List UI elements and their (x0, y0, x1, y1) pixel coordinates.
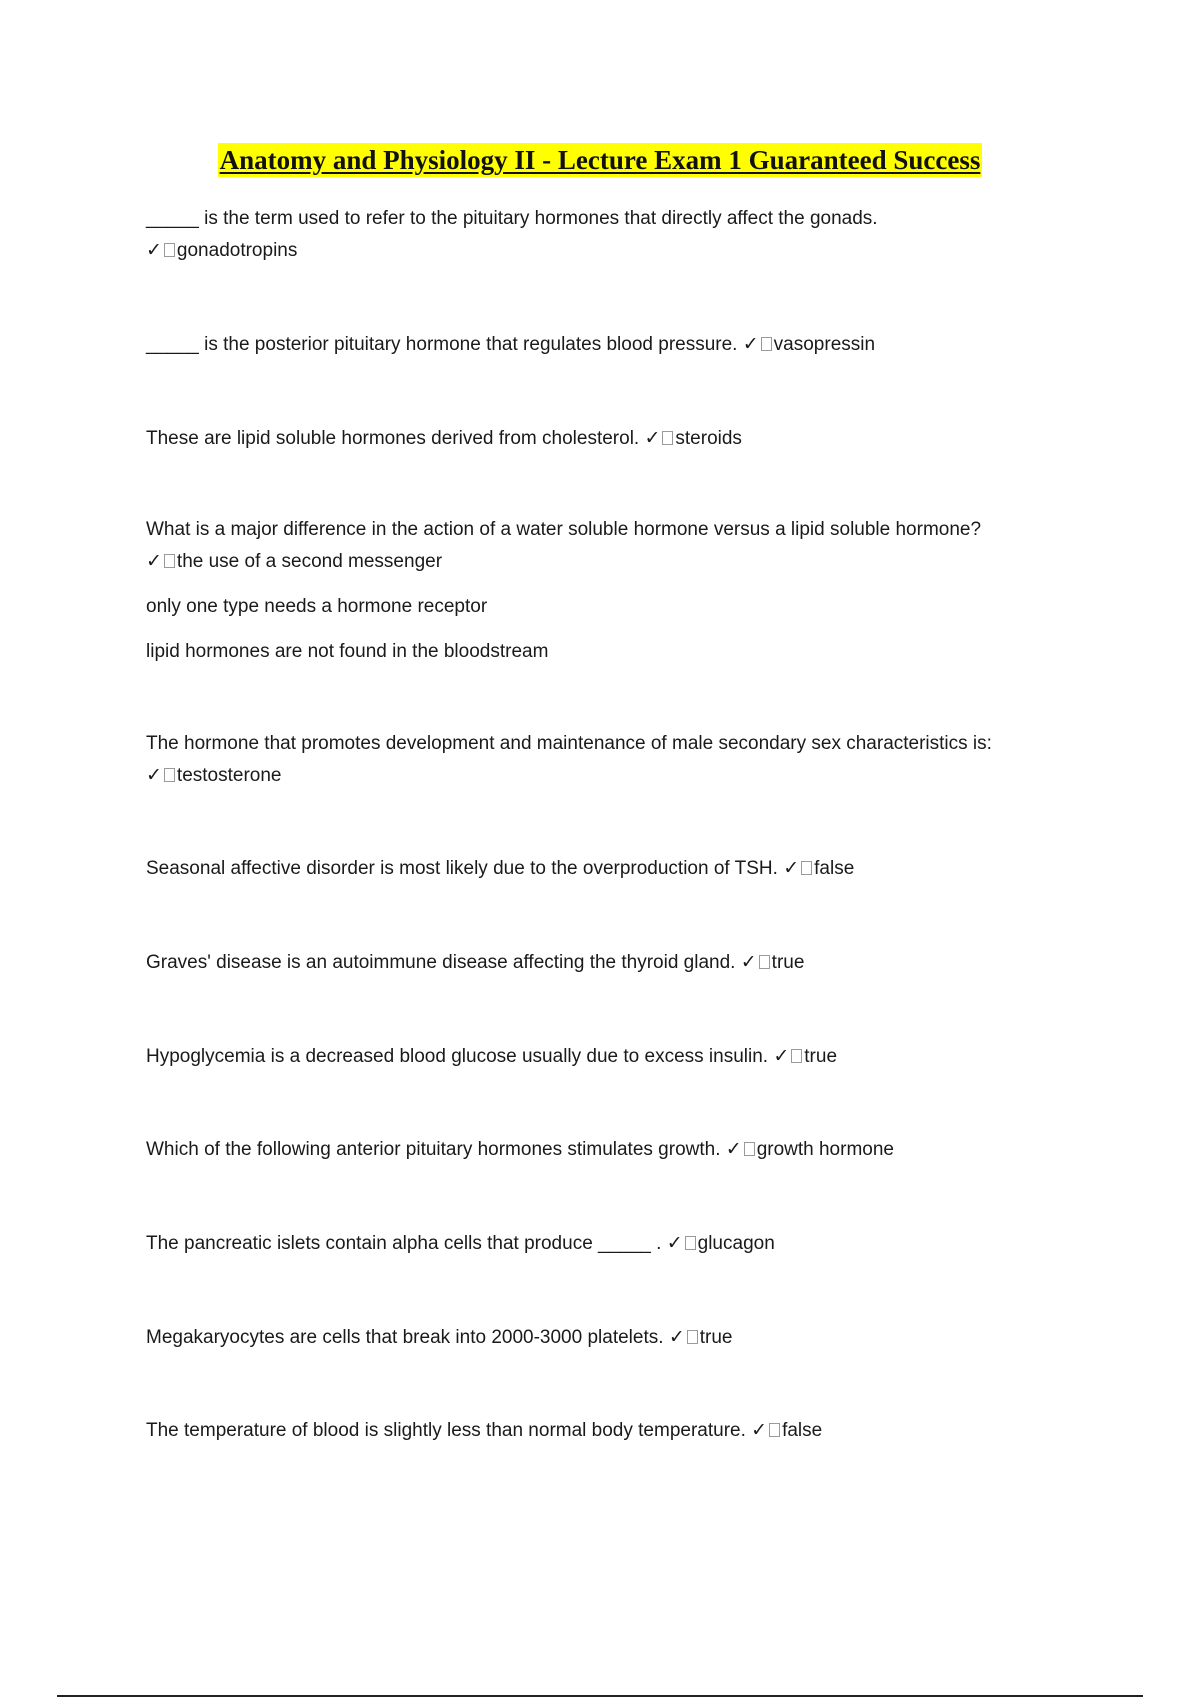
qa-line (146, 1134, 1086, 1166)
answer-line (146, 546, 1086, 578)
question-text: The temperature of blood is slightly less than normal body temperature. (146, 1420, 746, 1441)
question-text: _____ is the term used to refer to the pituitary hormones that directly affect the gonads. (146, 208, 878, 229)
qa-line (146, 853, 1086, 885)
qa-line (146, 947, 1086, 979)
question-item (146, 1134, 1086, 1166)
answer-text: steroids (675, 428, 742, 449)
check-icon: ✓ (146, 765, 162, 786)
check-icon: ✓ (773, 1046, 790, 1067)
question-text: Which of the following anterior pituitary hormones stimulates growth. (146, 1139, 721, 1160)
check-icon: ✓ (666, 1233, 683, 1254)
box-icon (791, 1049, 802, 1063)
answer-line (146, 760, 1086, 792)
title-block (0, 143, 1200, 177)
qa-line (146, 1041, 1086, 1073)
question-text: The pancreatic islets contain alpha cells that produce _____ . (146, 1233, 662, 1254)
question-text: These are lipid soluble hormones derived from cholesterol. (146, 428, 640, 449)
question-text: What is a major difference in the action of a water soluble hormone versus a lipid soluble hormone? (146, 519, 982, 540)
question-text: _____ is the posterior pituitary hormone that regulates blood pressure. (146, 334, 738, 355)
qa-line (146, 1415, 1086, 1447)
box-icon (744, 1142, 755, 1156)
answer-text: true (699, 1327, 733, 1348)
question-text: Graves' disease is an autoimmune disease affecting the thyroid gland. (146, 952, 736, 973)
box-icon (759, 955, 770, 969)
box-icon (164, 243, 175, 257)
option-text: lipid hormones are not found in the bloodstream (146, 641, 549, 662)
answer-text: true (771, 952, 805, 973)
qa-line (146, 423, 1086, 455)
question-item (146, 1041, 1086, 1073)
box-icon (662, 431, 673, 445)
check-icon: ✓ (668, 1327, 685, 1348)
question-item (146, 514, 1086, 668)
check-icon: ✓ (751, 1420, 768, 1441)
check-icon: ✓ (742, 334, 759, 355)
check-icon: ✓ (146, 551, 162, 572)
question-item (146, 329, 1086, 361)
answer-text: glucagon (697, 1233, 775, 1254)
box-icon (164, 554, 175, 568)
option-text: only one type needs a hormone receptor (146, 596, 488, 617)
answer-text: vasopressin (773, 334, 876, 355)
question-item (146, 1322, 1086, 1354)
answer-text: testosterone (176, 765, 282, 786)
page-title: Anatomy and Physiology II - Lecture Exam 1 Guaranteed Success (219, 145, 981, 175)
check-icon: ✓ (740, 952, 757, 973)
question-text: Megakaryocytes are cells that break into 2000-3000 platelets. (146, 1327, 664, 1348)
footer-rule (57, 1695, 1143, 1697)
box-icon (685, 1236, 696, 1250)
answer-text: false (782, 1420, 823, 1441)
question-item (146, 1415, 1086, 1447)
question-item (146, 423, 1086, 455)
box-icon (769, 1423, 780, 1437)
qa-line (146, 329, 1086, 361)
answer-text: false (814, 858, 855, 879)
question-item (146, 203, 1086, 267)
qa-line (146, 1322, 1086, 1354)
box-icon (687, 1330, 698, 1344)
question-item (146, 947, 1086, 979)
check-icon: ✓ (783, 858, 800, 879)
question-text: The hormone that promotes development and maintenance of male secondary sex characteristics is: (146, 733, 992, 754)
check-icon: ✓ (725, 1139, 742, 1160)
question-item (146, 728, 1086, 792)
check-icon: ✓ (146, 240, 162, 261)
answer-text: the use of a second messenger (176, 551, 443, 572)
answer-text: growth hormone (756, 1139, 894, 1160)
question-item (146, 853, 1086, 885)
question-item (146, 1228, 1086, 1260)
answer-text: true (804, 1046, 838, 1067)
question-text: Seasonal affective disorder is most likely due to the overproduction of TSH. (146, 858, 778, 879)
answer-text: gonadotropins (176, 240, 298, 261)
box-icon (801, 861, 812, 875)
question-text: Hypoglycemia is a decreased blood glucose usually due to excess insulin. (146, 1046, 769, 1067)
qa-line (146, 1228, 1086, 1260)
answer-line (146, 235, 1086, 267)
box-icon (761, 337, 772, 351)
box-icon (164, 768, 175, 782)
check-icon: ✓ (644, 428, 661, 449)
